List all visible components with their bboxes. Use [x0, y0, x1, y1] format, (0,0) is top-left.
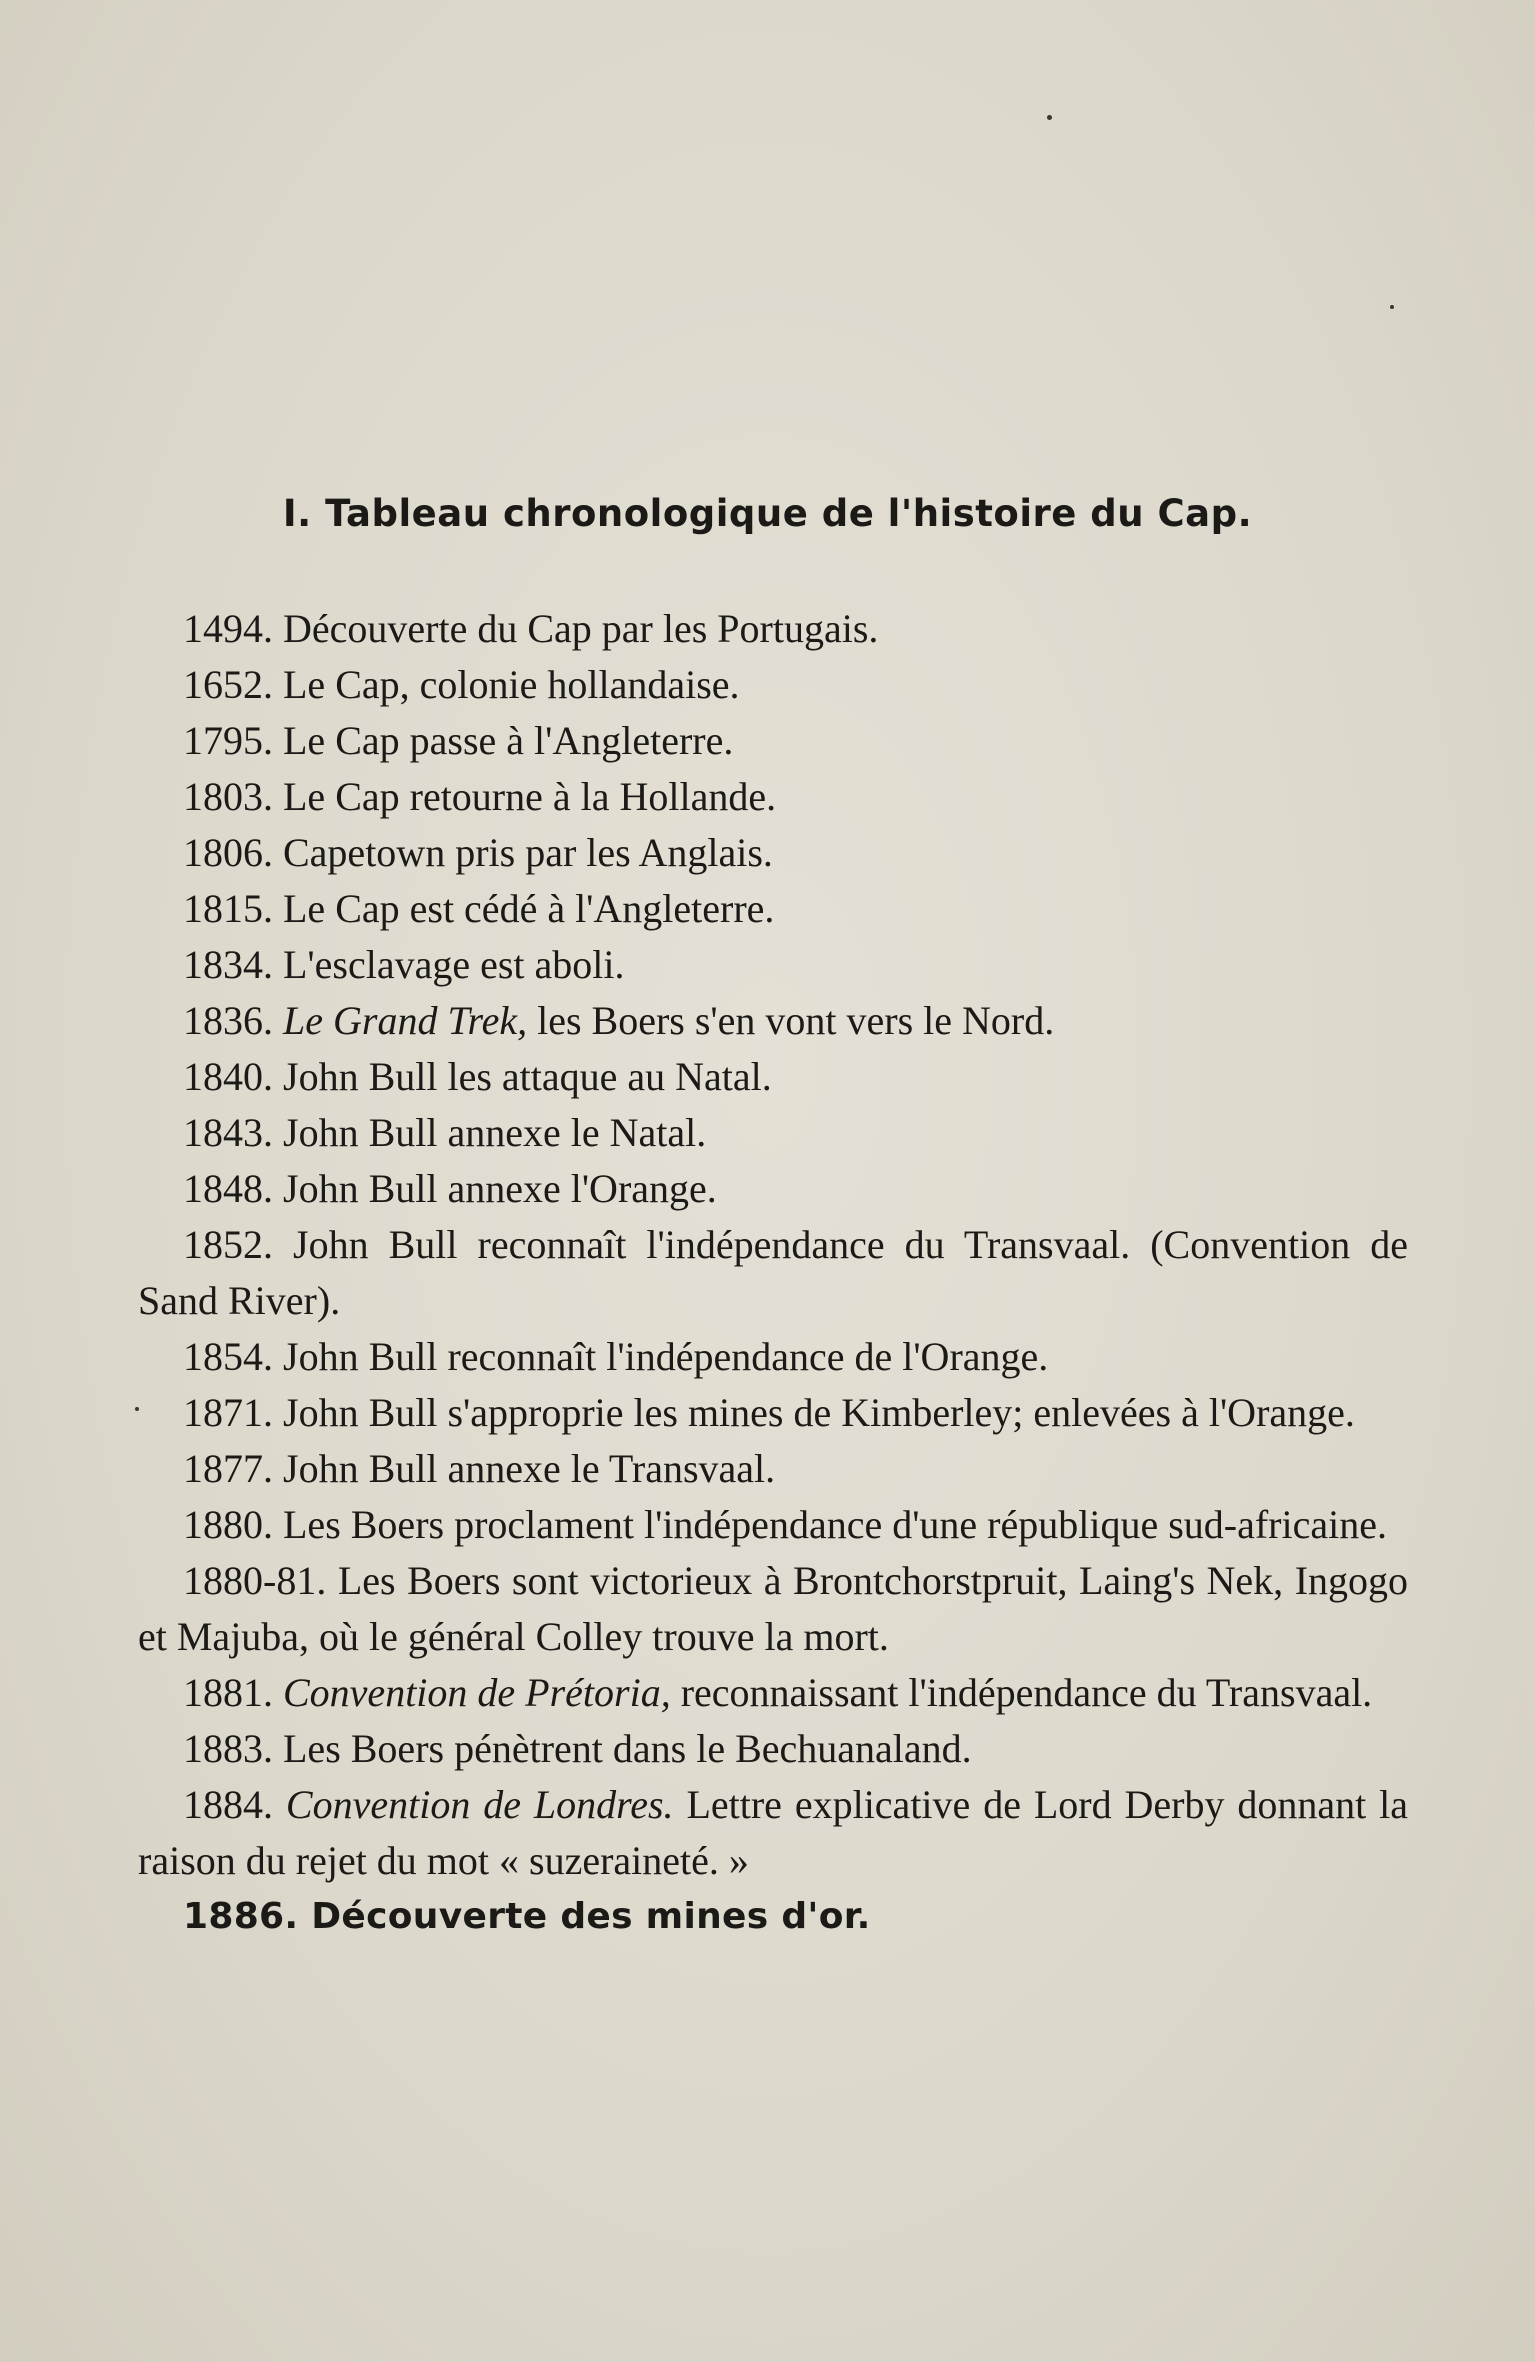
entry-year: 1803.	[183, 774, 273, 819]
paper-speck	[1390, 305, 1394, 309]
entry-text: Les Boers pénètrent dans le Bechuanaland.	[283, 1726, 972, 1771]
list-item	[138, 1889, 1408, 1945]
entry-text: John Bull les attaque au Natal.	[283, 1054, 772, 1099]
entry-text: Découverte des mines d'or.	[311, 1896, 871, 1937]
entry-text: reconnaissant l'indépendance du Transvaal.	[680, 1670, 1373, 1715]
list-item	[138, 1441, 1408, 1497]
entry-year: 1880-81.	[183, 1558, 327, 1603]
list-item	[138, 1105, 1408, 1161]
list-item	[138, 1217, 1408, 1329]
entry-text: John Bull annexe l'Orange.	[283, 1166, 717, 1211]
list-item	[138, 881, 1408, 937]
list-item	[138, 1553, 1408, 1665]
entry-year: 1840.	[183, 1054, 273, 1099]
list-item	[138, 1329, 1408, 1385]
list-item	[138, 1049, 1408, 1105]
entry-text: Le Cap retourne à la Hollande.	[283, 774, 777, 819]
list-item	[138, 713, 1408, 769]
entry-text: Capetown pris par les Anglais.	[283, 830, 773, 875]
chronology-list	[138, 601, 1408, 1945]
list-item	[138, 937, 1408, 993]
entry-year: 1848.	[183, 1166, 273, 1211]
entry-year: 1880.	[183, 1502, 273, 1547]
entry-italic-text: Convention de Prétoria,	[283, 1670, 671, 1715]
entry-year: 1871.	[183, 1390, 273, 1435]
list-item	[138, 1161, 1408, 1217]
entry-text: Lettre explicative de Lord Derby donnant la raison du rejet du mot « suzeraineté. »	[138, 1782, 1408, 1883]
page-title: I. Tableau chronologique de l'histoire du Cap.	[282, 492, 1253, 535]
entry-text: John Bull reconnaît l'indépendance du Transvaal. (Convention de Sand River).	[138, 1222, 1408, 1323]
entry-year: 1843.	[183, 1110, 273, 1155]
entry-text: Le Cap, colonie hollandaise.	[283, 662, 740, 707]
entry-text: John Bull reconnaît l'indépendance de l'Orange.	[283, 1334, 1049, 1379]
entry-year: 1877.	[183, 1446, 273, 1491]
entry-year: 1795.	[183, 718, 273, 763]
entry-year: 1834.	[183, 942, 273, 987]
entry-text: Les Boers sont victorieux à Brontchorstpruit, Laing's Nek, Ingogo et Majuba, où le général Colley trouve la mort.	[138, 1558, 1409, 1659]
entry-italic-text: Le Grand Trek,	[283, 998, 528, 1043]
entry-year: 1836.	[183, 998, 273, 1043]
list-item	[138, 1385, 1408, 1441]
entry-year: 1806.	[183, 830, 273, 875]
list-item	[138, 601, 1408, 657]
entry-text: Découverte du Cap par les Portugais.	[283, 606, 879, 651]
list-item	[138, 993, 1408, 1049]
entry-text: John Bull annexe le Natal.	[283, 1110, 707, 1155]
list-item	[138, 825, 1408, 881]
list-item	[138, 1777, 1408, 1889]
entry-year: 1494.	[183, 606, 273, 651]
list-item	[138, 1497, 1408, 1553]
entry-text: Le Cap est cédé à l'Angleterre.	[283, 886, 775, 931]
entry-year: 1854.	[183, 1334, 273, 1379]
entry-year: 1852.	[183, 1222, 273, 1267]
entry-year: 1652.	[183, 662, 273, 707]
list-item	[138, 657, 1408, 713]
entry-italic-text: Convention de Londres.	[285, 1782, 674, 1827]
list-item	[138, 1665, 1408, 1721]
entry-text: John Bull s'approprie les mines de Kimberley; enlevées à l'Orange.	[283, 1390, 1355, 1435]
list-item	[138, 769, 1408, 825]
entry-text: les Boers s'en vont vers le Nord.	[537, 998, 1055, 1043]
entry-text: Les Boers proclament l'indépendance d'une république sud-africaine.	[283, 1502, 1387, 1547]
entry-year: 1883.	[183, 1726, 273, 1771]
entry-year: 1884.	[183, 1782, 273, 1827]
entry-text: John Bull annexe le Transvaal.	[283, 1446, 776, 1491]
entry-text: Le Cap passe à l'Angleterre.	[283, 718, 734, 763]
paper-speck	[1047, 115, 1052, 120]
entry-year: 1815.	[183, 886, 273, 931]
list-item	[138, 1721, 1408, 1777]
entry-year: 1886.	[183, 1896, 299, 1937]
entry-text: L'esclavage est aboli.	[283, 942, 625, 987]
entry-year: 1881.	[183, 1670, 273, 1715]
